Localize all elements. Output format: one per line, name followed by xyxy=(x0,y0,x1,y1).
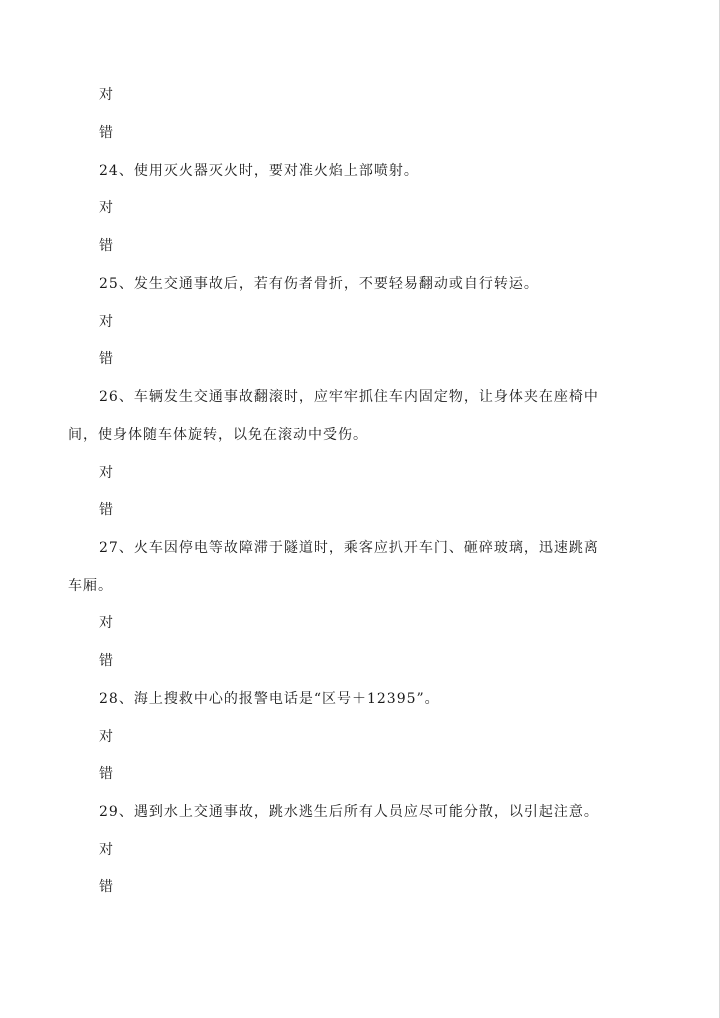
question-number: 28、 xyxy=(99,691,134,707)
option-true-28: 对 xyxy=(99,729,114,745)
option-false-25: 错 xyxy=(99,351,114,367)
question-26 xyxy=(99,388,599,406)
option-true-29: 对 xyxy=(99,842,114,858)
option-false-24: 错 xyxy=(99,238,114,254)
question-number: 27、 xyxy=(99,540,134,556)
question-28 xyxy=(99,690,440,708)
question-text: 海上搜救中心的报警电话是“区号＋12395”。 xyxy=(133,691,440,707)
question-24 xyxy=(99,162,419,180)
question-text-line1: 火车因停电等故障滞于隧道时，乘客应扒开车门、砸碎玻璃，迅速跳离 xyxy=(133,540,599,556)
question-27-continuation: 车厢。 xyxy=(68,578,113,594)
question-number: 29、 xyxy=(99,804,134,820)
question-25 xyxy=(99,275,539,293)
option-false-23: 错 xyxy=(99,125,114,141)
question-text: 使用灭火器灭火时，要对准火焰上部喷射。 xyxy=(133,163,419,179)
question-text: 遇到水上交通事故，跳水逃生后所有人员应尽可能分散，以引起注意。 xyxy=(133,804,599,820)
option-true-26: 对 xyxy=(99,465,114,481)
question-number: 26、 xyxy=(99,389,134,405)
option-true-25: 对 xyxy=(99,314,114,330)
option-true-24: 对 xyxy=(99,200,114,216)
option-true-27: 对 xyxy=(99,615,114,631)
question-text: 发生交通事故后，若有伤者骨折，不要轻易翻动或自行转运。 xyxy=(133,276,539,292)
question-number: 25、 xyxy=(99,276,134,292)
question-26-continuation: 间，使身体随车体旋转，以免在滚动中受伤。 xyxy=(68,427,368,443)
option-true-23: 对 xyxy=(99,87,114,103)
question-number: 24、 xyxy=(99,163,134,179)
question-27 xyxy=(99,539,599,557)
option-false-29: 错 xyxy=(99,879,114,895)
option-false-27: 错 xyxy=(99,653,114,669)
option-false-26: 错 xyxy=(99,502,114,518)
question-text-line1: 车辆发生交通事故翻滚时，应牢牢抓住车内固定物，让身体夹在座椅中 xyxy=(133,389,599,405)
option-false-28: 错 xyxy=(99,766,114,782)
question-29 xyxy=(99,803,599,821)
